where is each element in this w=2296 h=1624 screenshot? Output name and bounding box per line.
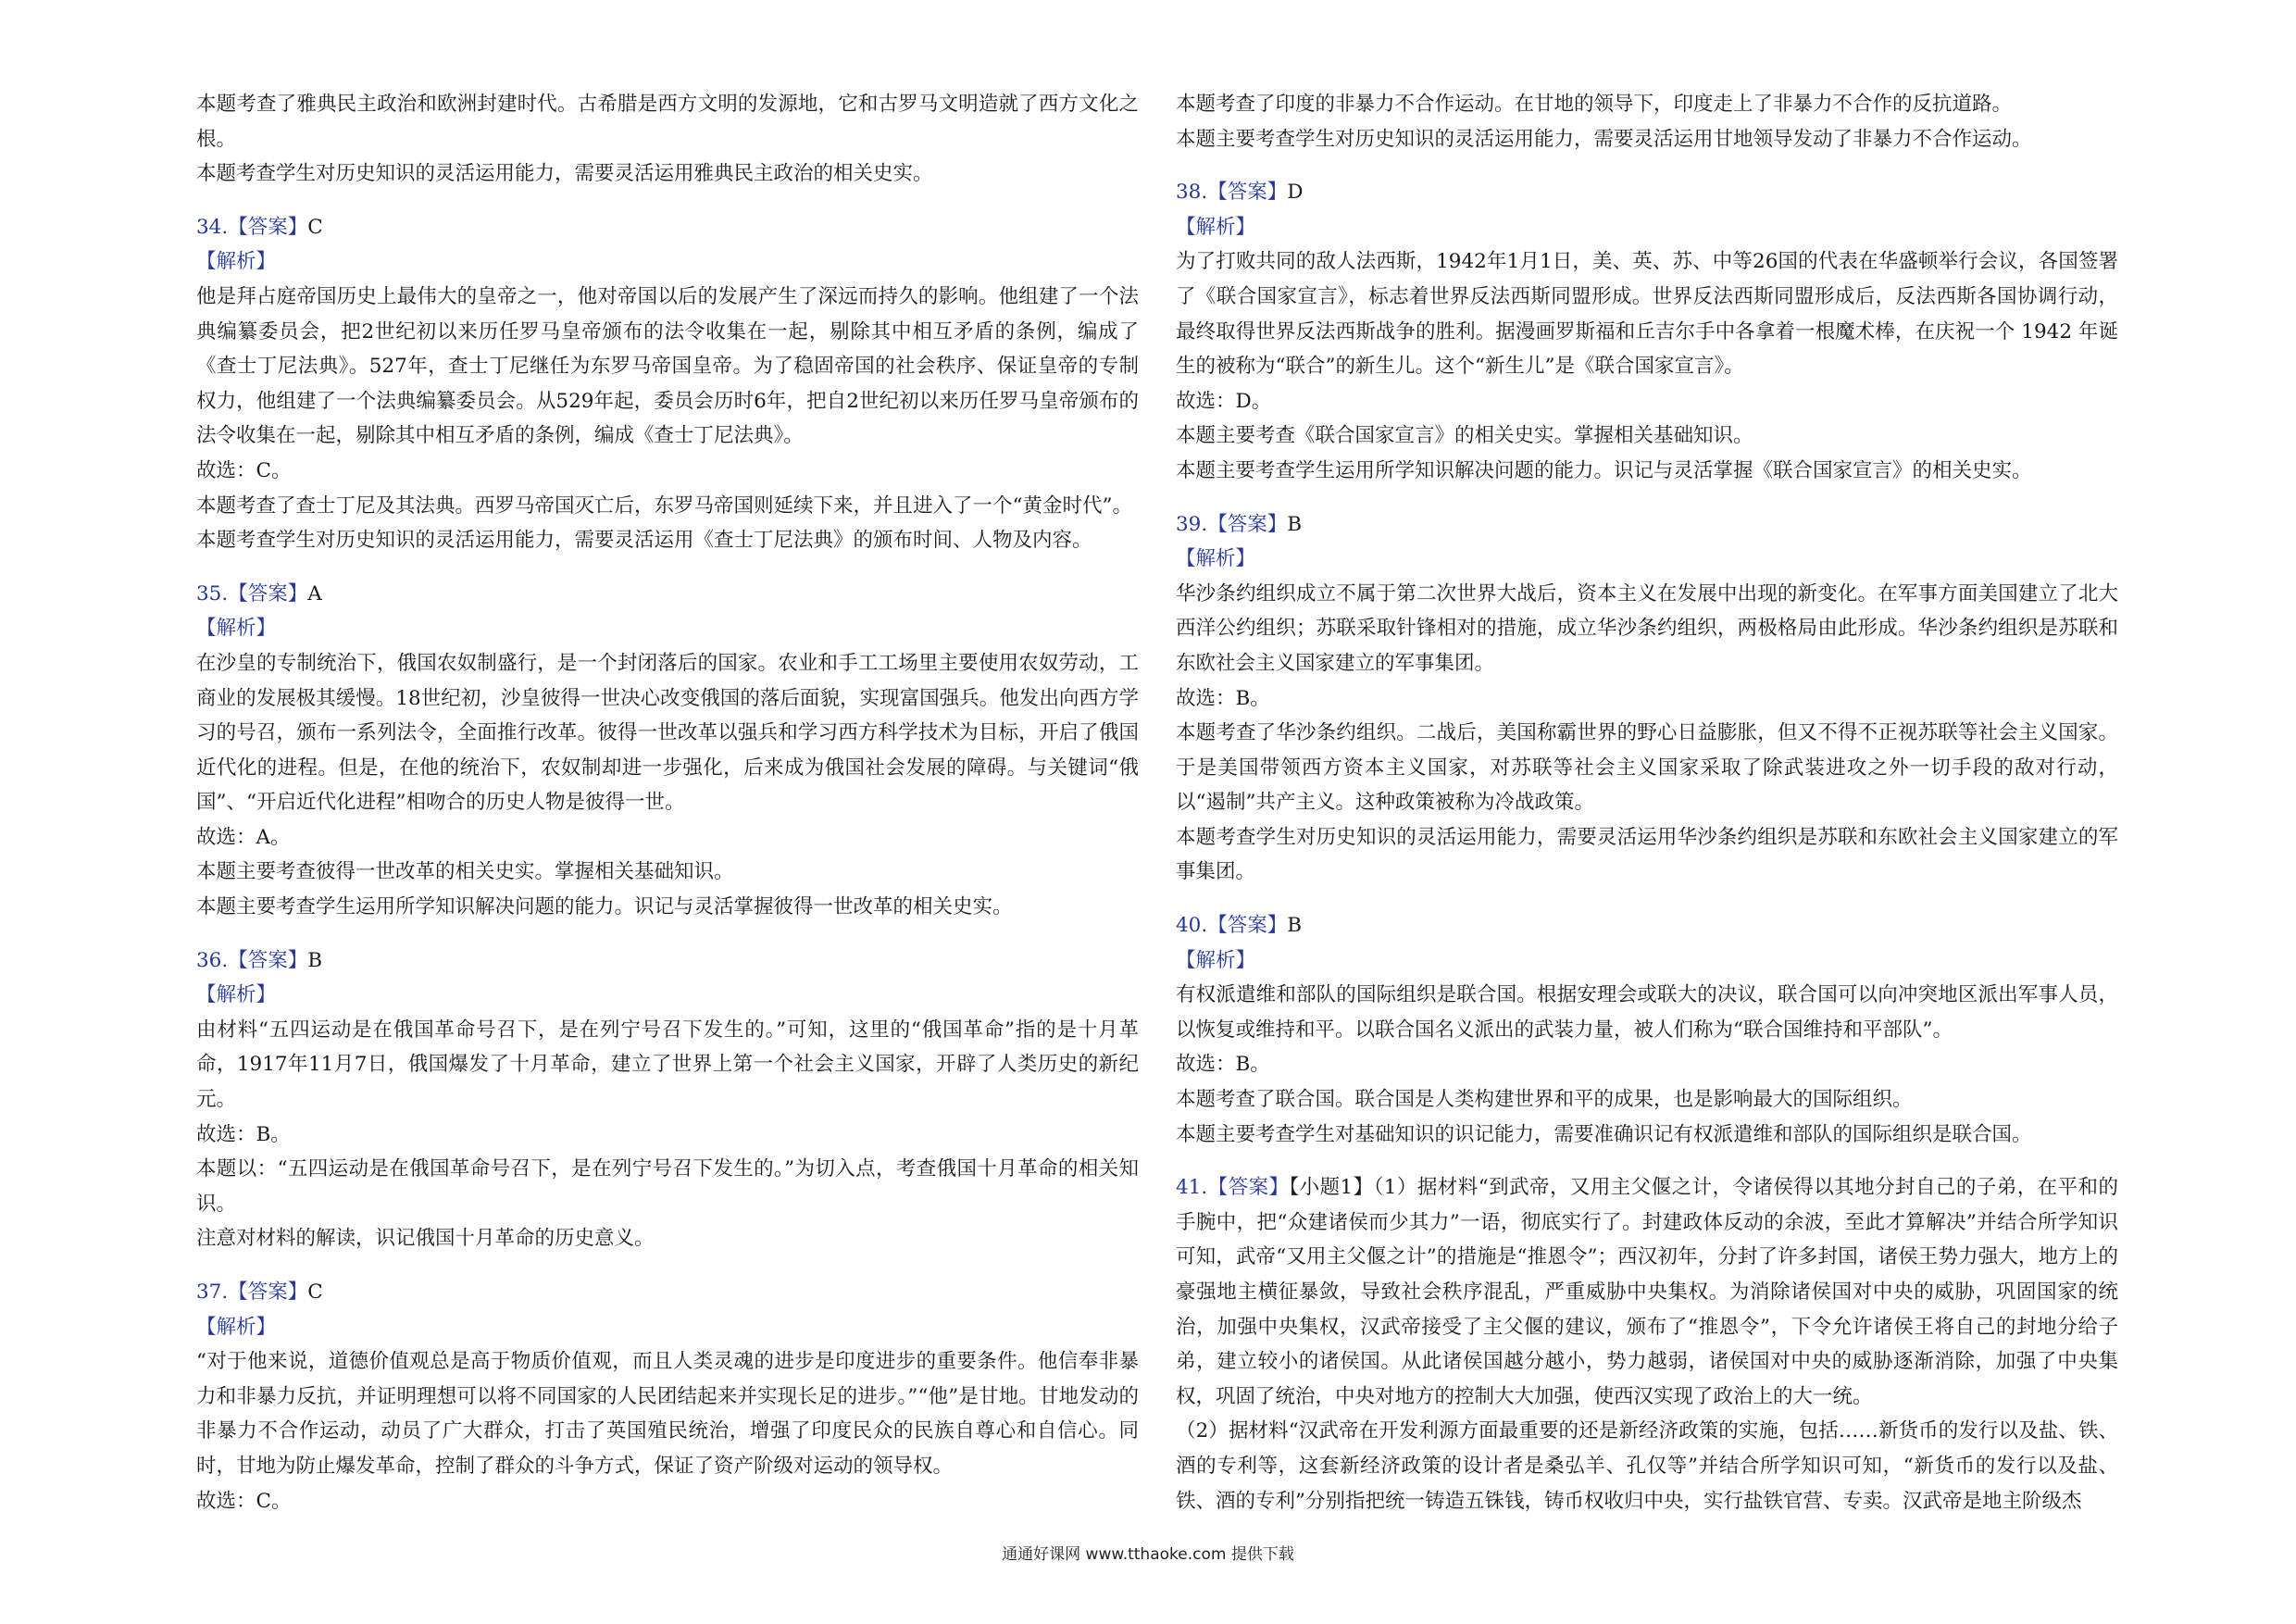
analysis-paragraph: “对于他来说，道德价值观总是高于物质价值观，而且人类灵魂的进步是印度进步的重要条件。他信奉非暴力和非暴力反抗，并证明理想可以将不同国家的人民团结起来并实现长足的进步。”“他”是甘地。甘地发动的非暴力不合作运动，动员了广大群众，打击了英国殖民统治，增强了印度民众的民族自尊心和自信心。同时，甘地为防止爆发革命，控制了群众的斗争方式，保证了资产阶级对运动的领导权。: [196, 1350, 1139, 1478]
analysis-paragraph: 本题主要考查学生运用所学知识解决问题的能力。识记与灵活掌握《联合国家宣言》的相关史实。: [1176, 458, 2032, 482]
analysis-paragraph: 华沙条约组织成立不属于第二次世界大战后，资本主义在发展中出现的新变化。在军事方面美国建立了北大西洋公约组织；苏联采取针锋相对的措施，成立华沙条约组织，两极格局由此形成。华沙条约组织是苏联和东欧社会主义国家建立的军事集团。: [1176, 581, 2118, 675]
question-number: 39.: [1176, 512, 1208, 536]
analysis-paragraph: 本题考查了联合国。联合国是人类构建世界和平的成果，也是影响最大的国际组织。: [1176, 1088, 1913, 1112]
analysis-tag: 【解析】: [1176, 948, 1256, 972]
analysis-paragraph: 本题主要考查《联合国家宣言》的相关史实。掌握相关基础知识。: [1176, 424, 1753, 448]
analysis-paragraph: 本题考查学生对历史知识的灵活运用能力，需要灵活运用华沙条约组织是苏联和东欧社会主义国家建立的军事集团。: [1176, 825, 2118, 884]
answer-tag: 【答案】: [228, 1280, 308, 1304]
answer-value: B: [1287, 914, 1303, 938]
analysis-paragraph: 故选：B。: [196, 1122, 291, 1146]
question-number: 41.: [1176, 1176, 1208, 1200]
analysis-tag: 【解析】: [196, 1315, 277, 1339]
question-number: 35.: [196, 581, 229, 606]
analysis-paragraph: 故选：A。: [196, 825, 291, 849]
analysis-tag: 【解析】: [1176, 215, 1256, 239]
answer-value: B: [307, 948, 323, 972]
answer-tag: 【答案】: [1207, 181, 1288, 205]
analysis-tag: 【解析】: [196, 983, 277, 1007]
analysis-paragraph: 故选：C。: [196, 458, 292, 482]
question-38-header: [1176, 175, 2118, 210]
question-34-header: [196, 210, 1139, 245]
analysis-paragraph: 本题考查学生对历史知识的灵活运用能力，需要灵活运用《查士丁尼法典》的颁布时间、人物及内容。: [196, 529, 1092, 553]
analysis-tag: 【解析】: [196, 617, 277, 641]
question-number: 40.: [1176, 914, 1208, 938]
analysis-tag: 【解析】: [196, 250, 277, 274]
subquestion-tag: 【小题1】: [1289, 1176, 1374, 1200]
question-number: 38.: [1176, 181, 1208, 205]
analysis-paragraph: 故选：B。: [1176, 686, 1270, 710]
answer-value: D: [1287, 181, 1304, 205]
analysis-paragraph: 故选：B。: [1176, 1053, 1270, 1077]
question-number: 36.: [196, 948, 229, 972]
analysis-paragraph: 故选：C。: [196, 1489, 292, 1513]
answer-tag: 【答案】: [228, 948, 308, 972]
analysis-paragraph: 本题主要考查学生对基础知识的识记能力，需要准确识记有权派遣维和部队的国际组织是联合国。: [1176, 1122, 2032, 1146]
page-footer: 通通好课网 www.tthaoke.com 提供下载: [1002, 1545, 1294, 1564]
intro-paragraph: 本题主要考查学生对历史知识的灵活运用能力，需要灵活运用甘地领导发动了非暴力不合作运动。: [1176, 127, 2032, 151]
answer-value: C: [307, 1280, 323, 1304]
analysis-paragraph: （2）据材料“汉武帝在开发利源方面最重要的还是新经济政策的实施，包括……新货币的发行以及盐、铁、酒的专利等，这套新经济政策的设计者是桑弘羊、孔仅等”并结合所学知识可知，“新货币的发行以及盐、铁、酒的专利”分别指把统一铸造五铢钱，铸币权收归中央，实行盐铁官营、专卖。汉武帝是地主阶级杰: [1176, 1419, 2118, 1513]
analysis-paragraph: 有权派遣维和部队的国际组织是联合国。根据安理会或联大的决议，联合国可以向冲突地区派出军事人员，以恢复或维持和平。以联合国名义派出的武装力量，被人们称为“联合国维持和平部队”。: [1176, 983, 2118, 1042]
analysis-paragraph: 本题主要考查学生运用所学知识解决问题的能力。识记与灵活掌握彼得一世改革的相关史实。: [196, 895, 1013, 919]
left-column: [196, 87, 1139, 1518]
analysis-text: （1）据材料“到武帝，又用主父偃之计，令诸侯得以其地分封自己的子弟，在平和的手腕中，把“众建诸侯而少其力”一语，彻底实行了。封建政体反动的余波，至此才算解决”并结合所学知识可知，武帝“又用主父偃之计”的措施是“推恩令”；西汉初年，分封了许多封国，诸侯王势力强大，地方上的豪强地主横征暴敛，导致社会秩序混乱，严重威胁中央集权。为消除诸侯国对中央的威胁，巩固国家的统治，加强中央集权，汉武帝接受了主父偃的建议，颁布了“推恩令”，下令允许诸侯王将自己的封地分给子弟，建立较小的诸侯国。从此诸侯国越分越小，势力越弱，诸侯国对中央的威胁逐渐消除，加强了中央集权，巩固了统治，中央对地方的控制大大加强，使西汉实现了政治上的大一统。: [1176, 1176, 2118, 1408]
answer-tag: 【答案】: [1207, 914, 1288, 938]
intro-paragraph: 本题考查学生对历史知识的灵活运用能力，需要灵活运用雅典民主政治的相关史实。: [196, 162, 933, 186]
intro-paragraph: 本题考查了雅典民主政治和欧洲封建时代。古希腊是西方文明的发源地，它和古罗马文明造就了西方文化之根。: [196, 93, 1139, 151]
question-36-header: [196, 943, 1139, 979]
answer-tag: 【答案】: [1207, 1176, 1290, 1200]
question-39-header: [1176, 507, 2118, 543]
question-40-header: [1176, 908, 2118, 943]
analysis-paragraph: 他是拜占庭帝国历史上最伟大的皇帝之一，他对帝国以后的发展产生了深远而持久的影响。他组建了一个法典编纂委员会，把2世纪初以来历任罗马皇帝颁布的法令收集在一起，剔除其中相互矛盾的条例，编成了《查士丁尼法典》。527年，查士丁尼继任为东罗马帝国皇帝。为了稳固帝国的社会秩序、保证皇帝的专制权力，他组建了一个法典编纂委员会。从529年起，委员会历时6年，把自2世纪初以来历任罗马皇帝颁布的法令收集在一起，剔除其中相互矛盾的条例，编成《查士丁尼法典》。: [196, 284, 1139, 448]
analysis-paragraph: 本题以：“五四运动是在俄国革命号召下，是在列宁号召下发生的。”为切入点，考查俄国十月革命的相关知识。: [196, 1157, 1139, 1216]
answer-tag: 【答案】: [1207, 512, 1288, 536]
answer-tag: 【答案】: [228, 215, 308, 239]
analysis-paragraph: 本题主要考查彼得一世改革的相关史实。掌握相关基础知识。: [196, 860, 734, 884]
question-41-paragraph: [1176, 1170, 2118, 1414]
question-number: 37.: [196, 1280, 229, 1304]
analysis-paragraph: 由材料“五四运动是在俄国革命号召下，是在列宁号召下发生的。”可知，这里的“俄国革命”指的是十月革命，1917年11月7日，俄国爆发了十月革命，建立了世界上第一个社会主义国家，开辟了人类历史的新纪元。: [196, 1018, 1139, 1112]
right-column: [1176, 87, 2118, 1518]
answer-value: B: [1287, 512, 1303, 536]
analysis-paragraph: 为了打败共同的敌人法西斯，1942年1月1日，美、英、苏、中等26国的代表在华盛顿举行会议，各国签署了《联合国家宣言》，标志着世界反法西斯同盟形成。世界反法西斯同盟形成后，反法西斯各国协调行动，最终取得世界反法西斯战争的胜利。据漫画罗斯福和丘吉尔手中各拿着一根魔术棒，在庆祝一个 1942 年诞生的被称为“联合”的新生儿。这个“新生儿”是《联合国家宣言》。: [1176, 250, 2118, 379]
intro-paragraph: 本题考查了印度的非暴力不合作运动。在甘地的领导下，印度走上了非暴力不合作的反抗道路。: [1176, 93, 2013, 116]
analysis-tag: 【解析】: [1176, 547, 1256, 571]
answer-value: C: [307, 215, 323, 239]
analysis-paragraph: 注意对材料的解读，识记俄国十月革命的历史意义。: [196, 1227, 655, 1251]
question-35-header: [196, 577, 1139, 612]
answer-value: A: [307, 581, 322, 606]
analysis-paragraph: 本题考查了查士丁尼及其法典。西罗马帝国灭亡后，东罗马帝国则延续下来，并且进入了一个“黄金时代”。: [196, 493, 1132, 518]
question-37-header: [196, 1275, 1139, 1310]
analysis-paragraph: 故选：D。: [1176, 389, 1272, 413]
question-number: 34.: [196, 215, 229, 239]
answer-tag: 【答案】: [228, 581, 308, 606]
analysis-paragraph: 本题考查了华沙条约组织。二战后，美国称霸世界的野心日益膨胀，但又不得不正视苏联等社会主义国家。于是美国带领西方资本主义国家，对苏联等社会主义国家采取了除武装进攻之外一切手段的敌对行动，以“遏制”共产主义。这种政策被称为冷战政策。: [1176, 721, 2118, 815]
analysis-paragraph: 在沙皇的专制统治下，俄国农奴制盛行，是一个封闭落后的国家。农业和手工工场里主要使用农奴劳动，工商业的发展极其缓慢。18世纪初，沙皇彼得一世决心改变俄国的落后面貌，实现富国强兵。他发出向西方学习的号召，颁布一系列法令，全面推行改革。彼得一世改革以强兵和学习西方科学技术为目标，开启了俄国近代化的进程。但是，在他的统治下，农奴制却进一步强化，后来成为俄国社会发展的障碍。与关键词“俄国”、“开启近代化进程”相吻合的历史人物是彼得一世。: [196, 651, 1139, 815]
